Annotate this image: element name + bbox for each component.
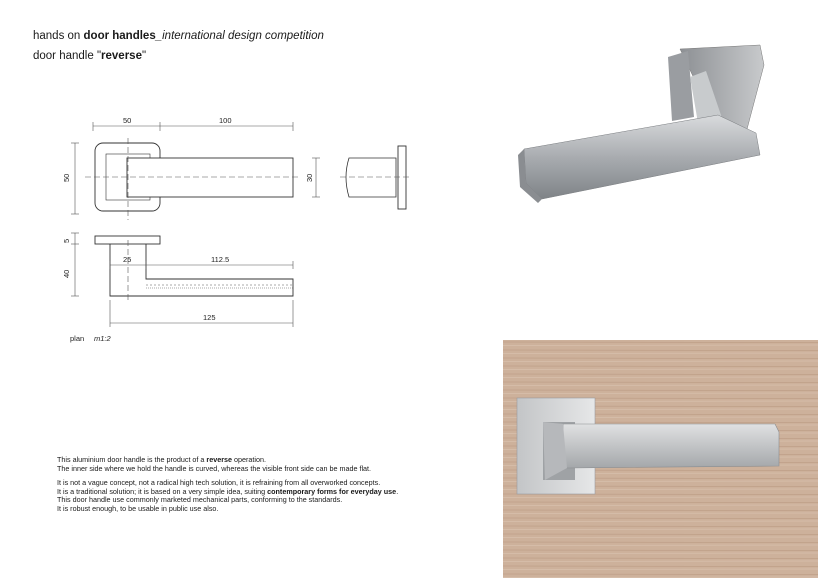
handle-photo-on-door xyxy=(503,340,818,578)
dim-125: 125 xyxy=(203,313,216,322)
handle-photo-render xyxy=(508,37,788,227)
title-italic: _international design competition xyxy=(155,30,324,42)
dim-5: 5 xyxy=(62,238,71,243)
product-description xyxy=(57,456,477,520)
dim-50-top: 50 xyxy=(123,116,132,125)
scale-label: m1:2 xyxy=(94,334,111,343)
dim-25: 25 xyxy=(123,255,132,264)
plan-label: plan xyxy=(70,334,85,343)
dim-100: 100 xyxy=(219,116,232,125)
product-name: reverse xyxy=(101,50,142,62)
title-line-2: door handle "reverse" xyxy=(33,50,147,62)
description-paragraph-2: It is not a vague concept, not a radical high tech solution, it is refraining from all overworked concepts. It is a traditional solution; it is based on a very simple idea, suiting contemporary forms for everyday use. This door handle use commonly marketed mechanical parts, conforming to the standards. It is robust enough, to be usable in public use also. xyxy=(57,478,399,513)
description-paragraph-1: This aluminium door handle is the product of a reverse operation. The inner side where we hold the handle is curved, whereas the visible front side can be made flat. xyxy=(57,455,372,473)
dim-40: 40 xyxy=(62,269,71,278)
dim-112-5: 112.5 xyxy=(211,255,230,264)
title-bold: door handles xyxy=(83,30,156,42)
title-line-1: hands on door handles_international design competition xyxy=(33,30,324,42)
dim-30: 30 xyxy=(305,173,314,182)
dim-50-side: 50 xyxy=(62,173,71,182)
